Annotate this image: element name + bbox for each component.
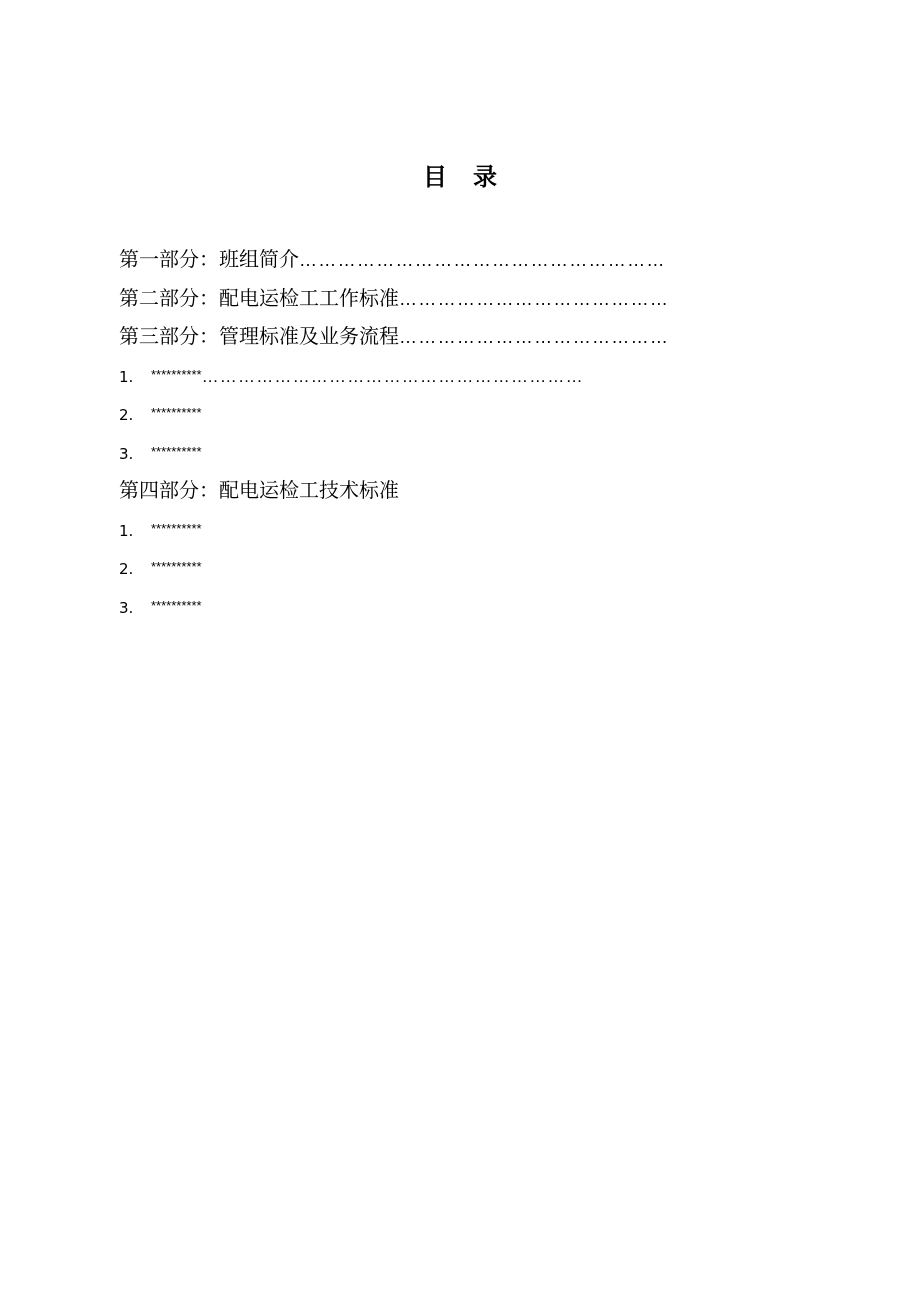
toc-dot-leader: ………………………………………………………	[201, 366, 584, 386]
toc-subentry-3-1[interactable]	[119, 356, 729, 395]
toc-subentry-4-2[interactable]	[119, 548, 729, 587]
toc-subentry-4-1[interactable]	[119, 510, 729, 549]
toc-entry-part-3[interactable]	[119, 317, 729, 356]
toc-subentry-number: 3.	[119, 598, 134, 617]
toc-entry-label: 第一部分：班组简介	[119, 247, 299, 271]
toc-title	[0, 160, 920, 194]
toc-dot-leader: …………………………………………………	[299, 250, 666, 270]
toc-entry-label: 第二部分：配电运检工工作标准	[119, 285, 399, 310]
toc-subentry-number: 3.	[119, 444, 134, 463]
toc-subentry-3-3[interactable]	[119, 433, 729, 472]
toc-subentry-text: **********	[151, 443, 202, 459]
toc-dot-leader: ……………………………………	[399, 288, 670, 309]
toc-dot-leader: ……………………………………	[399, 327, 670, 347]
toc-title-first-char: 目	[423, 163, 447, 191]
toc-subentry-number: 1.	[119, 521, 134, 540]
toc-entry-label: 第四部分：配电运检工技术标准	[119, 478, 399, 502]
toc-subentry-number: 1.	[119, 367, 134, 386]
toc-subentry-text: **********	[151, 405, 202, 420]
toc-entry-part-1[interactable]	[119, 240, 729, 279]
toc-subentry-3-2[interactable]	[119, 394, 729, 433]
toc-subentry-number: 2.	[119, 560, 134, 578]
toc-entry-label: 第三部分：管理标准及业务流程	[119, 324, 399, 348]
toc-title-second-char: 录	[473, 163, 497, 191]
toc-entry-part-4[interactable]	[119, 471, 729, 510]
table-of-contents	[119, 240, 729, 625]
toc-subentry-number: 2.	[119, 406, 134, 424]
toc-subentry-text: **********	[151, 520, 202, 536]
toc-subentry-text: **********	[151, 366, 202, 382]
toc-subentry-text: **********	[151, 559, 202, 574]
toc-entry-part-2[interactable]	[119, 279, 729, 318]
toc-subentry-4-3[interactable]	[119, 587, 729, 626]
toc-subentry-text: **********	[151, 597, 202, 613]
